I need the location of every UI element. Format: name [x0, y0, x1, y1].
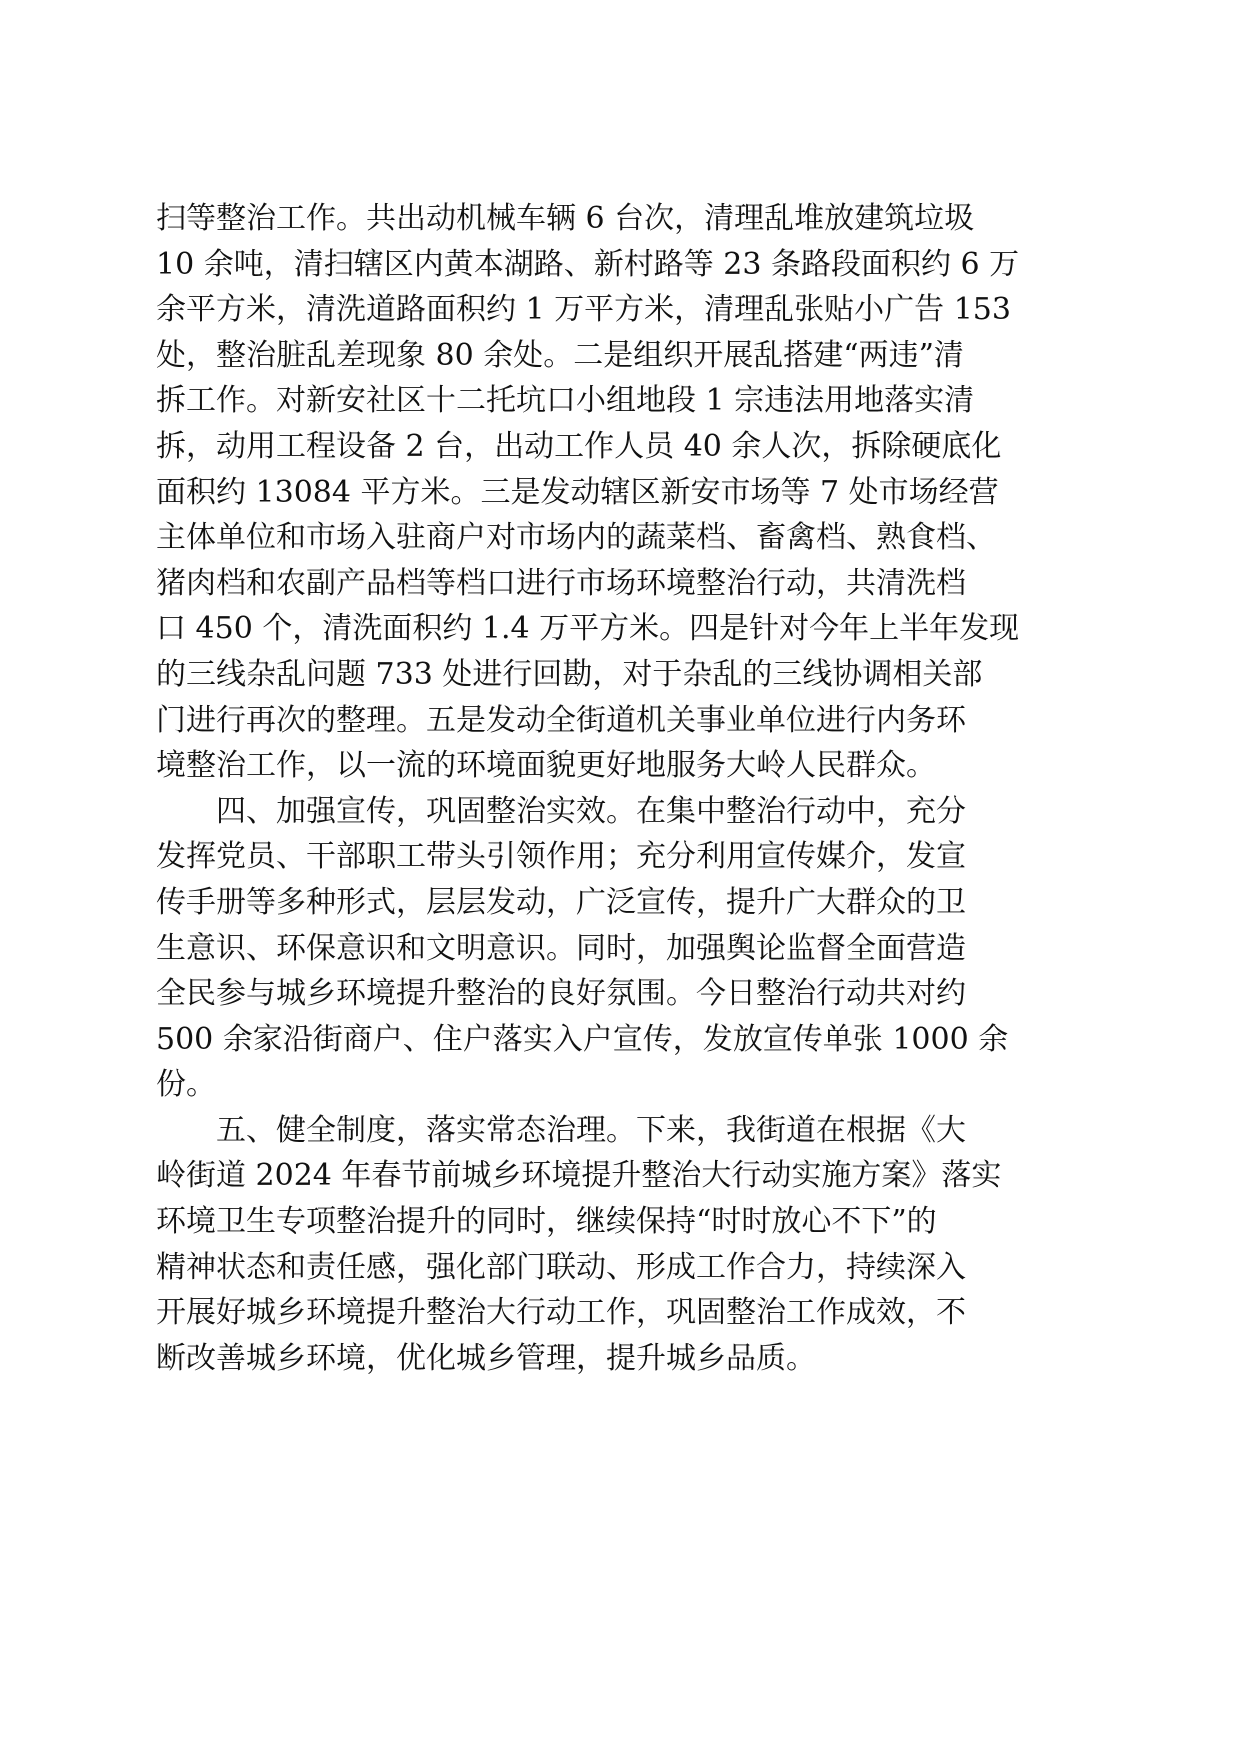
- text-line: 份。: [156, 1067, 216, 1103]
- text-line: 境整治工作，以一流的环境面貌更好地服务大岭人民群众。: [156, 748, 936, 784]
- text-line: 10 余吨，清扫辖区内黄本湖路、新村路等 23 条路段面积约 6 万: [156, 246, 1020, 282]
- text-line: 500 余家沿街商户、住户落实入户宣传，发放宣传单张 1000 余: [156, 1021, 1009, 1057]
- text-line: 余平方米，清洗道路面积约 1 万平方米，清理乱张贴小广告 153: [156, 292, 1011, 328]
- text-line: 全民参与城乡环境提升整治的良好氛围。今日整治行动共对约: [156, 976, 966, 1012]
- text-line: 门进行再次的整理。五是发动全街道机关事业单位进行内务环: [156, 702, 966, 738]
- section-heading-line: 五、健全制度，落实常态治理。下来，我街道在根据《大: [156, 1112, 966, 1148]
- text-line: 猪肉档和农副产品档等档口进行市场环境整治行动，共清洗档: [156, 565, 966, 601]
- text-line: 精神状态和责任感，强化部门联动、形成工作合力，持续深入: [156, 1249, 966, 1285]
- text-line: 处，整治脏乱差现象 80 余处。二是组织开展乱搭建“两违”清: [156, 337, 964, 373]
- text-line: 发挥党员、干部职工带头引领作用；充分利用宣传媒介，发宣: [156, 839, 966, 875]
- text-line: 传手册等多种形式，层层发动，广泛宣传，提升广大群众的卫: [156, 884, 966, 920]
- section-heading-line: 四、加强宣传，巩固整治实效。在集中整治行动中，充分: [156, 793, 966, 829]
- text-line: 的三线杂乱问题 733 处进行回勘，对于杂乱的三线协调相关部: [156, 656, 983, 692]
- text-line: 拆工作。对新安社区十二托坑口小组地段 1 宗违法用地落实清: [156, 383, 975, 419]
- text-line: 口 450 个，清洗面积约 1.4 万平方米。四是针对今年上半年发现: [156, 611, 1020, 647]
- text-line: 断改善城乡环境，优化城乡管理，提升城乡品质。: [156, 1340, 816, 1376]
- text-line: 环境卫生专项整治提升的同时，继续保持“时时放心不下”的: [156, 1204, 937, 1240]
- text-line: 拆，动用工程设备 2 台，出动工作人员 40 余人次，拆除硬底化: [156, 428, 1002, 464]
- text-line: 主体单位和市场入驻商户对市场内的蔬菜档、畜禽档、熟食档、: [156, 520, 996, 556]
- text-line: 生意识、环保意识和文明意识。同时，加强舆论监督全面营造: [156, 930, 966, 966]
- text-line: 岭街道 2024 年春节前城乡环境提升整治大行动实施方案》落实: [156, 1158, 1002, 1194]
- text-line: 开展好城乡环境提升整治大行动工作，巩固整治工作成效，不: [156, 1295, 966, 1331]
- text-line: 面积约 13084 平方米。三是发动辖区新安市场等 7 处市场经营: [156, 474, 999, 510]
- document-body: [156, 196, 1084, 1381]
- text-line: 扫等整治工作。共出动机械车辆 6 台次，清理乱堆放建筑垃圾: [156, 201, 975, 236]
